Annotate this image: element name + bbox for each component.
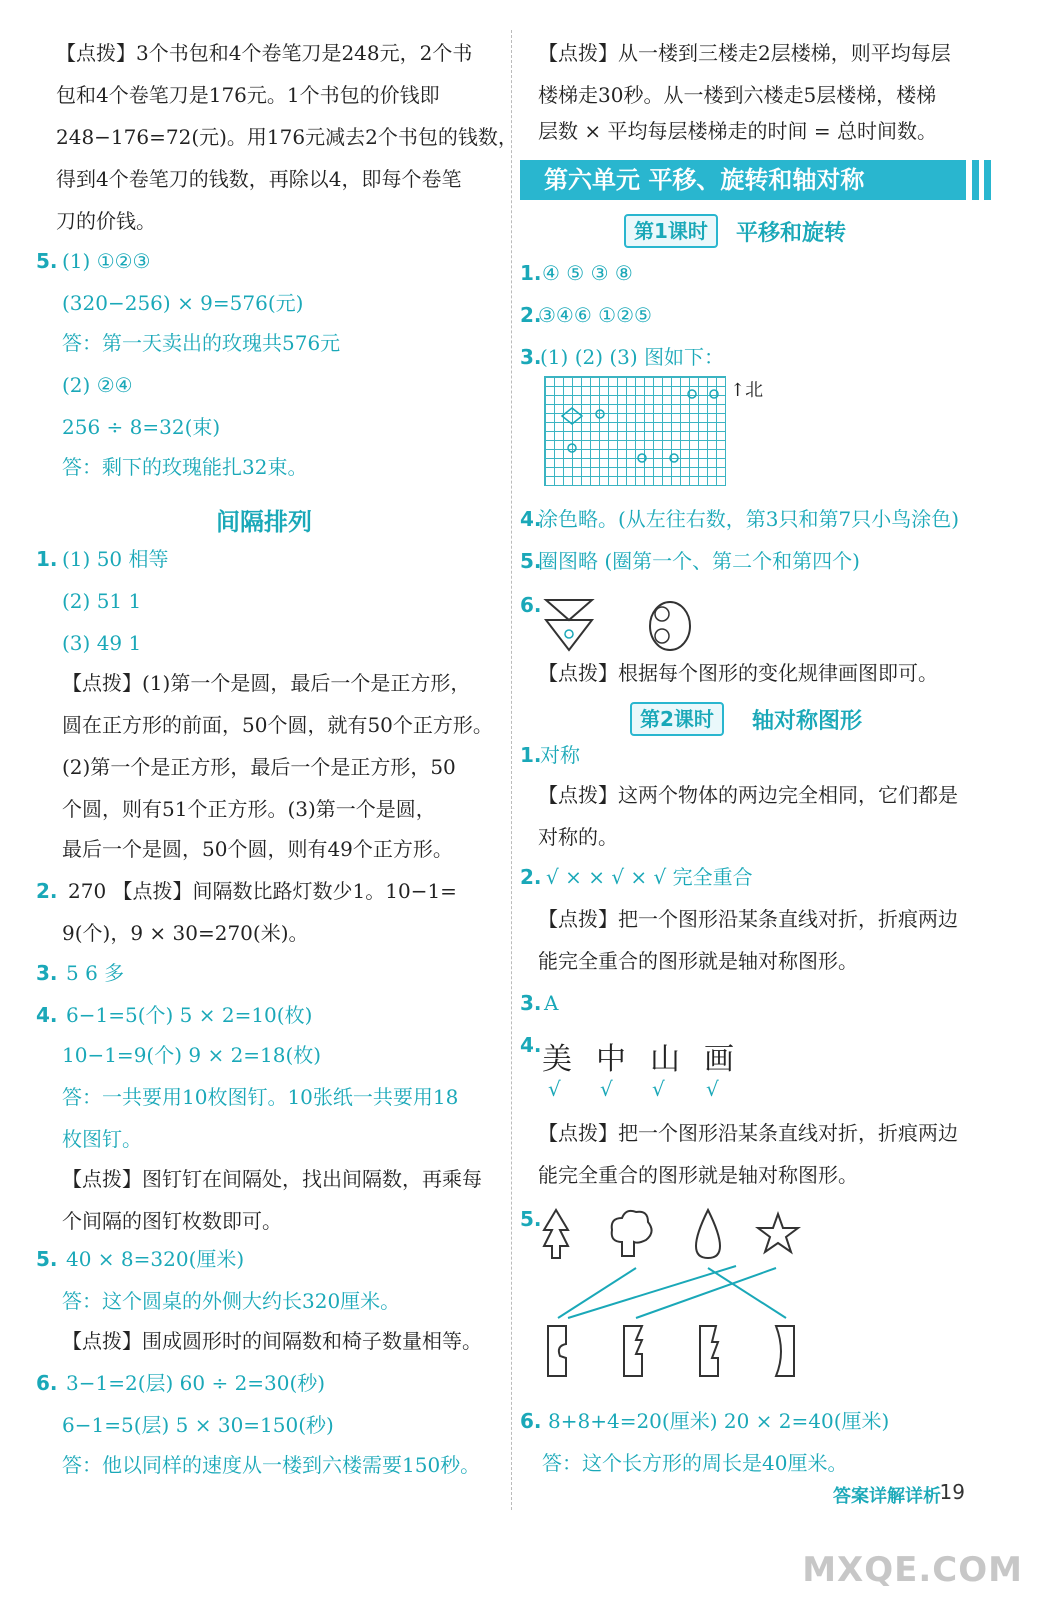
question-number: 5. xyxy=(36,249,58,273)
answer-text: 对称 xyxy=(540,743,580,767)
hint-text: 248−176=72(元)。用176元减去2个书包的钱数， xyxy=(56,125,518,149)
triangle-shape xyxy=(546,620,592,650)
watermark: MXQE.COM xyxy=(802,1550,1023,1590)
question-number: 2. xyxy=(520,865,542,889)
shape-marker xyxy=(562,408,582,424)
hint-text: 最后一个是圆，50个圆，则有49个正方形。 xyxy=(62,837,453,861)
hint-text: 个圆，则有51个正方形。(3)第一个是圆， xyxy=(62,797,436,821)
footer-label: 答案详解详析 xyxy=(833,1486,941,1507)
hint-text: 个间隔的图钉枚数即可。 xyxy=(62,1209,282,1233)
answer-text: 270 【点拨】间隔数比路灯数少1。10−1= xyxy=(68,879,457,903)
question-number: 6. xyxy=(520,1409,542,1433)
question-number: 6. xyxy=(36,1371,58,1395)
grid-shapes xyxy=(544,376,724,484)
answer-text: 答：他以同样的速度从一楼到六楼需要150秒。 xyxy=(62,1453,481,1477)
hint-text: 【点拨】从一楼到三楼走2层楼梯，则平均每层 xyxy=(538,41,951,65)
question-number: 5. xyxy=(520,549,542,573)
answer-text: 答：剩下的玫瑰能扎32束。 xyxy=(62,455,308,479)
hint-text: 对称的。 xyxy=(538,825,618,849)
question-number: 5. xyxy=(520,1207,542,1231)
north-arrow: ↑北 xyxy=(730,380,764,401)
answer-text: √ × × √ × √ 完全重合 xyxy=(546,865,753,889)
character: 山 xyxy=(650,1042,680,1077)
symmetry-matching-figure xyxy=(540,1206,810,1386)
question-number: 1. xyxy=(520,261,542,285)
question-number: 3. xyxy=(36,961,58,985)
answer-text: (1) 50 相等 xyxy=(62,547,169,571)
answer-text: (2) ②④ xyxy=(62,373,133,397)
lesson-title: 轴对称图形 xyxy=(752,709,863,734)
hint-text: 【点拨】把一个图形沿某条直线对折，折痕两边 xyxy=(538,907,958,931)
question-number: 5. xyxy=(36,1247,58,1271)
answer-text: 答：一共要用10枚图钉。10张纸一共要用18 xyxy=(62,1085,459,1109)
hint-text: (2)第一个是正方形，最后一个是正方形，50 xyxy=(62,755,456,779)
answer-text: 涂色略。(从左往右数，第3只和第7只小鸟涂色) xyxy=(538,507,960,531)
answer-text: 9(个)，9 × 30=270(米)。 xyxy=(62,921,309,945)
answer-text: 圈图略 (圈第一个、第二个和第四个) xyxy=(538,549,860,573)
hint-text: 【点拨】(1)第一个是圆，最后一个是正方形， xyxy=(62,671,471,695)
page-number: 19 xyxy=(939,1480,965,1504)
shape-marker xyxy=(596,410,604,418)
transform-figures xyxy=(540,596,720,656)
hint-text: 得到4个卷笔刀的钱数，再除以4，即每个卷笔 xyxy=(56,167,462,191)
check-mark: √ xyxy=(600,1077,613,1101)
drop-shape xyxy=(696,1210,720,1258)
answer-text: (320−256) × 9=576(元) xyxy=(62,291,304,315)
shape-marker xyxy=(568,444,576,452)
question-number: 3. xyxy=(520,991,542,1015)
check-mark: √ xyxy=(548,1077,561,1101)
tree-shape xyxy=(544,1210,568,1258)
half-shape xyxy=(776,1326,794,1376)
answer-text: 8+8+4=20(厘米) 20 × 2=40(厘米) xyxy=(548,1409,890,1433)
answer-text: 3−1=2(层) 60 ÷ 2=30(秒) xyxy=(66,1371,326,1395)
answer-text: (3) 49 1 xyxy=(62,631,142,655)
answer-text: (1) (2) (3) 图如下： xyxy=(540,345,725,369)
lesson-badge: 第2课时 xyxy=(630,702,724,736)
hint-text: 能完全重合的图形就是轴对称图形。 xyxy=(538,949,858,973)
character: 画 xyxy=(704,1042,734,1077)
star-shape xyxy=(758,1214,798,1252)
answer-text: 5 6 多 xyxy=(66,961,125,985)
hint-text: 楼梯走30秒。从一楼到六楼走5层楼梯，楼梯 xyxy=(538,83,937,107)
hint-text: 【点拨】根据每个图形的变化规律画图即可。 xyxy=(538,661,938,685)
character: 中 xyxy=(596,1042,626,1077)
hint-text: 【点拨】围成圆形时的间隔数和椅子数量相等。 xyxy=(62,1329,482,1353)
question-number: 6. xyxy=(520,593,542,617)
hint-text: 【点拨】3个书包和4个卷笔刀是248元，2个书 xyxy=(56,41,473,65)
circle-shape xyxy=(655,629,669,643)
question-number: 2. xyxy=(520,303,542,327)
answer-text: 40 × 8=320(厘米) xyxy=(66,1247,245,1271)
question-number: 1. xyxy=(36,547,58,571)
question-number: 4. xyxy=(520,507,542,531)
hint-text: 包和4个卷笔刀是176元。1个书包的价钱即 xyxy=(56,83,440,107)
circle-shape xyxy=(565,630,573,638)
question-number: 1. xyxy=(520,743,542,767)
check-mark: √ xyxy=(706,1077,719,1101)
hint-text: 层数 × 平均每层楼梯走的时间 = 总时间数。 xyxy=(538,119,937,143)
circle-shape xyxy=(655,607,669,621)
answer-text: (2) 51 1 xyxy=(62,589,142,613)
question-number: 3. xyxy=(520,345,542,369)
answer-text: A xyxy=(544,991,559,1015)
answer-text: 答：这个圆桌的外侧大约长320厘米。 xyxy=(62,1289,401,1313)
match-line xyxy=(558,1268,636,1318)
answer-text: (1) ①②③ xyxy=(62,249,151,273)
half-shape xyxy=(700,1326,718,1376)
triangle-shape xyxy=(546,600,592,620)
shape-marker xyxy=(710,390,718,398)
banner-stripe xyxy=(984,160,991,200)
half-shape xyxy=(624,1326,642,1376)
answer-text: 256 ÷ 8=32(束) xyxy=(62,415,221,439)
hint-text: 刀的价钱。 xyxy=(56,209,156,233)
lesson-badge: 第1课时 xyxy=(624,214,718,248)
lesson-title: 平移和旋转 xyxy=(736,221,847,246)
hint-text: 圆在正方形的前面，50个圆，就有50个正方形。 xyxy=(62,713,493,737)
answer-text: 枚图钉。 xyxy=(62,1127,142,1151)
answer-text: 10−1=9(个) 9 × 2=18(枚) xyxy=(62,1043,322,1067)
half-shape xyxy=(548,1326,566,1376)
column-divider xyxy=(511,30,512,1510)
shape-marker xyxy=(638,454,646,462)
answer-text: ④ ⑤ ③ ⑧ xyxy=(542,261,633,285)
shape-marker xyxy=(688,390,696,398)
answer-text: ③④⑥ ①②⑤ xyxy=(538,303,652,327)
question-number: 4. xyxy=(36,1003,58,1027)
hint-text: 【点拨】图钉钉在间隔处，找出间隔数，再乘每 xyxy=(62,1167,482,1191)
answer-text: 答：第一天卖出的玫瑰共576元 xyxy=(62,331,341,355)
section-title: 间隔排列 xyxy=(216,508,312,536)
hint-text: 【点拨】这两个物体的两边完全相同，它们都是 xyxy=(538,783,958,807)
tree-shape xyxy=(612,1211,652,1256)
answer-text: 答：这个长方形的周长是40厘米。 xyxy=(542,1451,848,1475)
question-number: 2. xyxy=(36,879,58,903)
answer-text: 6−1=5(个) 5 × 2=10(枚) xyxy=(66,1003,313,1027)
unit-banner: 第六单元 平移、旋转和轴对称 xyxy=(526,160,966,200)
banner-stripe xyxy=(972,160,979,200)
question-number: 4. xyxy=(520,1033,542,1057)
character: 美 xyxy=(542,1042,572,1077)
shape-marker xyxy=(670,454,678,462)
hint-text: 【点拨】把一个图形沿某条直线对折，折痕两边 xyxy=(538,1121,958,1145)
check-mark: √ xyxy=(652,1077,665,1101)
hint-text: 能完全重合的图形就是轴对称图形。 xyxy=(538,1163,858,1187)
match-line xyxy=(708,1268,786,1318)
answer-text: 6−1=5(层) 5 × 30=150(秒) xyxy=(62,1413,334,1437)
